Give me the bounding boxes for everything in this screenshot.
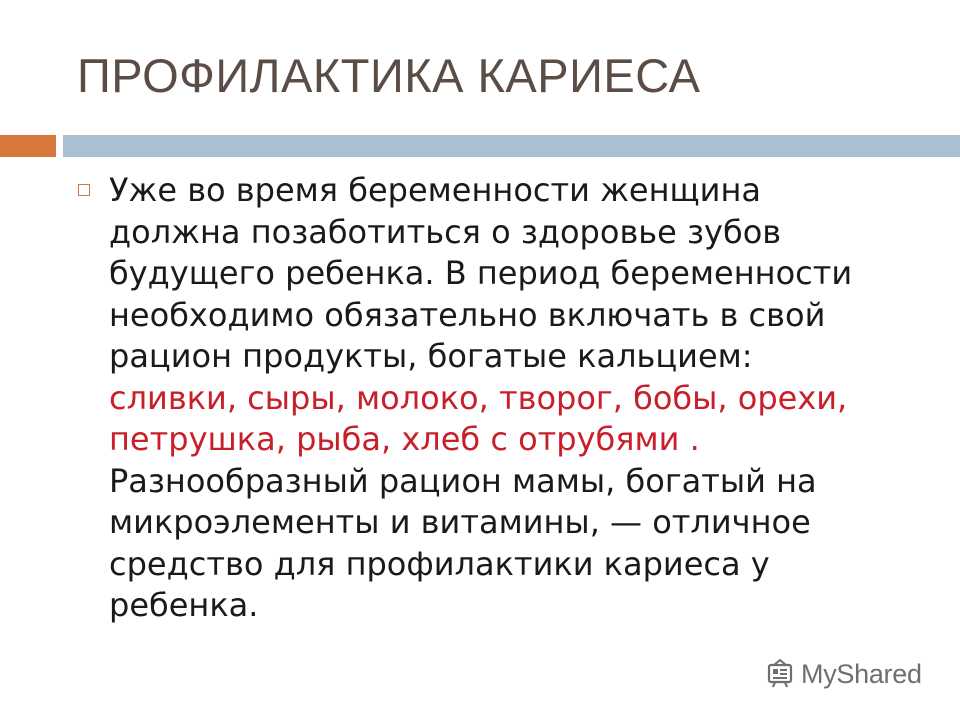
- paragraph-line: микроэлементы и витамины, — отличное: [109, 503, 811, 541]
- bullet-paragraph: [109, 170, 939, 627]
- highlight-line: сливки, сыры, молоко, творог, бобы, орехи,: [109, 378, 848, 417]
- accent-bar: [0, 135, 56, 157]
- myshared-logo-icon: [765, 659, 795, 689]
- paragraph-line: должна позаботиться о здоровье зубов: [109, 212, 782, 251]
- watermark-text: MyShared: [801, 658, 922, 689]
- hollow-square-bullet-icon: [78, 184, 90, 196]
- watermark: [765, 656, 922, 692]
- paragraph-line: будущего ребенка. В период беременности: [109, 254, 853, 292]
- title-underline-bar: [63, 135, 960, 157]
- paragraph-line: Уже во время беременности женщина: [109, 171, 761, 209]
- paragraph-line: рацион продукты, богатые кальцием:: [109, 337, 753, 375]
- paragraph-line: необходимо обязательно включать в свой: [109, 295, 826, 334]
- paragraph-line: ребенка.: [109, 586, 259, 624]
- highlight-line: петрушка, рыба, хлеб с отрубями .: [109, 420, 700, 458]
- paragraph-line: средство для профилактики кариеса у: [109, 544, 770, 583]
- paragraph-line: Разнообразный рацион мамы, богатый на: [109, 461, 817, 500]
- slide-title: ПРОФИЛАКТИКА КАРИЕСА: [77, 49, 701, 102]
